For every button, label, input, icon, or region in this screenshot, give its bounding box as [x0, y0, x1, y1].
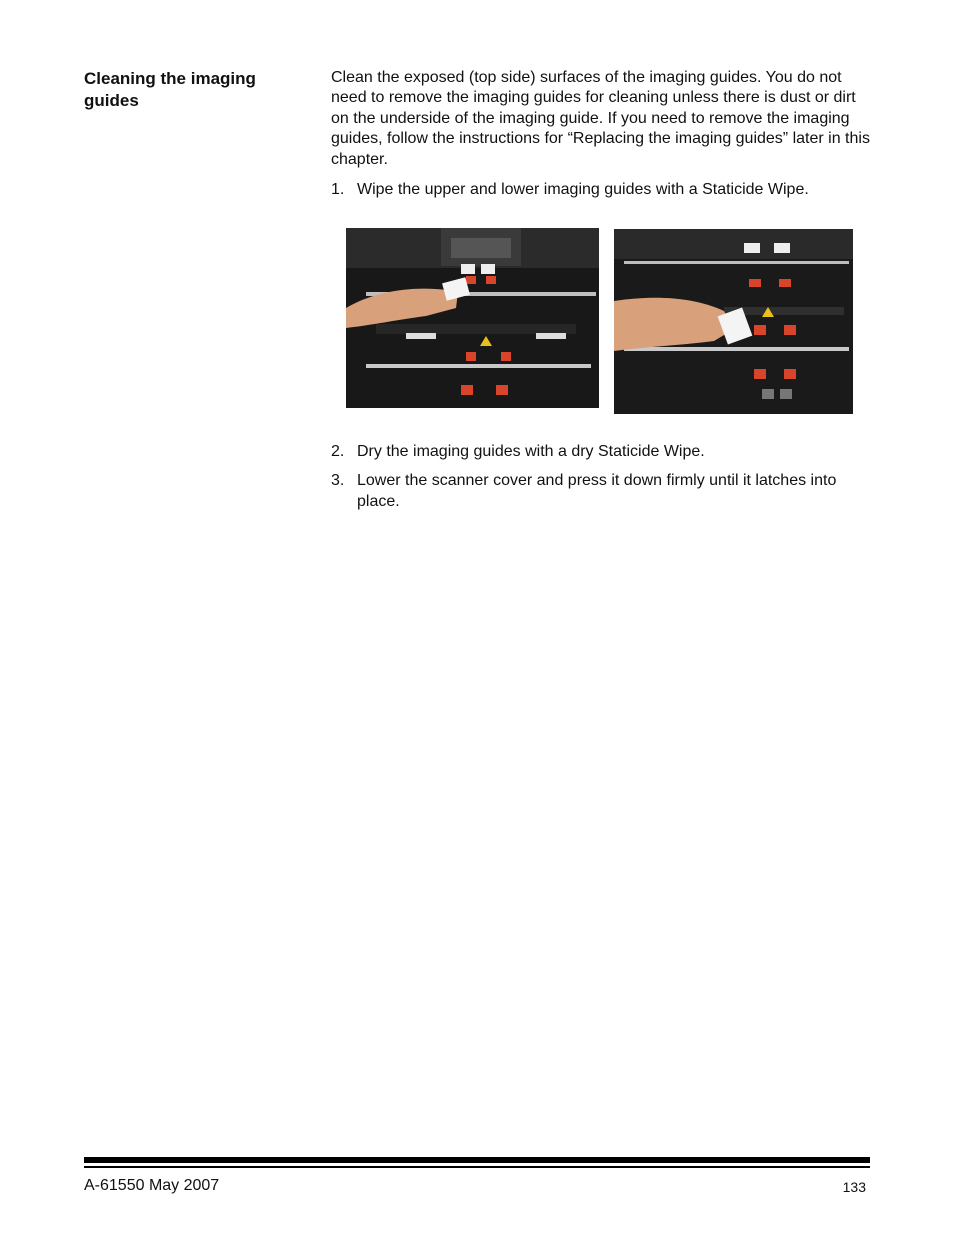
footer-doc-id: A-61550 May 2007 — [84, 1177, 220, 1194]
intro-paragraph: Clean the exposed (top side) surfaces of the imaging guides. You do not need to remove the imaging guides for cleaning unless there is dust or dirt on the underside of the imaging guide. If you need to remove the imaging guides, follow the instructions for “Replacing the imaging guides” later in this chapter. — [331, 69, 870, 168]
cleaning-photos — [331, 208, 871, 438]
scanner-photo-illustration — [614, 229, 853, 414]
scanner-photo-illustration — [346, 228, 599, 408]
step-text: Wipe the upper and lower imaging guides with a Staticide Wipe. — [357, 181, 809, 199]
section-content — [331, 68, 871, 512]
photo-wiping-lower-guide — [614, 229, 853, 414]
footer-rule-thick — [84, 1157, 870, 1163]
step-number: 1. — [331, 181, 345, 199]
step-2 — [331, 441, 871, 462]
footer-page-number: 133 — [842, 1179, 866, 1195]
step-text: Lower the scanner cover and press it down firmly until it latches into place. — [357, 472, 837, 511]
photo-wiping-upper-guide — [346, 228, 599, 408]
section-heading: Cleaning the imaging guides — [84, 69, 256, 110]
step-1 — [331, 179, 871, 200]
step-number: 3. — [331, 472, 345, 490]
step-3 — [331, 470, 871, 512]
step-text: Dry the imaging guides with a dry Staticide Wipe. — [357, 443, 705, 461]
footer-rule-thin — [84, 1166, 870, 1168]
step-number: 2. — [331, 443, 345, 461]
